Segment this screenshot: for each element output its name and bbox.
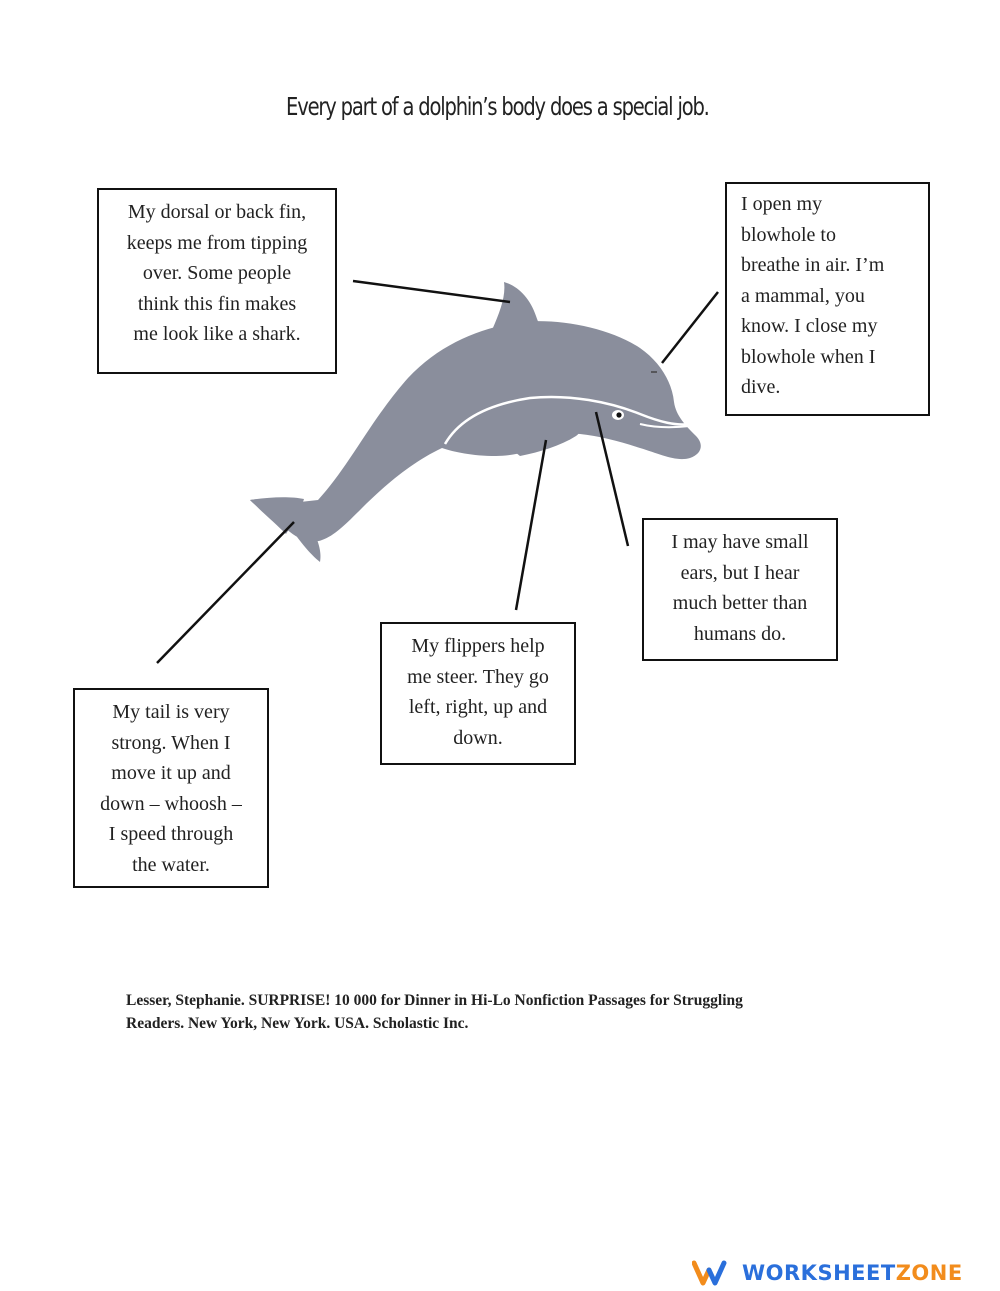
flipper-leader-line bbox=[516, 440, 546, 610]
callout-line: My flippers help bbox=[411, 635, 545, 657]
callout-line: keeps me from tipping bbox=[126, 231, 308, 254]
citation-line-1: Lesser, Stephanie. SURPRISE! 10 000 for Dinner in Hi-Lo Nonfiction Passages for Struggling bbox=[126, 992, 743, 1009]
callout-line: I may have small bbox=[671, 531, 809, 553]
callout-line: I speed through bbox=[108, 823, 234, 845]
callout-line: the water. bbox=[132, 853, 210, 876]
brand-name bbox=[742, 1261, 963, 1285]
callout-line: breathe in air. I’m bbox=[741, 254, 885, 276]
worksheetzone-brand[interactable] bbox=[692, 1258, 963, 1288]
callout-line: blowhole to bbox=[741, 223, 836, 246]
worksheetzone-logo-icon bbox=[692, 1260, 734, 1286]
page-title: Every part of a dolphin’s body does a special job. bbox=[286, 92, 709, 121]
tail-leader-line bbox=[157, 522, 294, 663]
callout-line: left, right, up and bbox=[408, 696, 548, 718]
dolphin-pupil bbox=[616, 412, 621, 417]
blowhole-leader-line bbox=[662, 292, 718, 363]
callout-line: down – whoosh – bbox=[100, 792, 242, 815]
ears-callout bbox=[642, 518, 838, 661]
citation-line-2: Readers. New York, New York. USA. Scholastic Inc. bbox=[126, 1015, 469, 1032]
callout-line: ears, but I hear bbox=[680, 561, 800, 584]
callout-line: I open my bbox=[741, 193, 823, 215]
brand-word-zone: ZONE bbox=[895, 1261, 963, 1285]
dorsal-leader-line bbox=[353, 281, 510, 302]
callout-line: blowhole when I bbox=[741, 345, 876, 368]
citation bbox=[126, 989, 866, 1035]
callout-line: me steer. They go bbox=[407, 665, 549, 688]
callout-line: much better than bbox=[672, 592, 808, 614]
callout-line: know. I close my bbox=[741, 315, 878, 337]
tail-callout bbox=[73, 688, 269, 888]
callout-line: down. bbox=[453, 726, 503, 749]
callout-line: strong. When I bbox=[111, 731, 231, 754]
callout-line: humans do. bbox=[693, 622, 787, 645]
flippers-callout bbox=[380, 622, 576, 765]
callout-line: My dorsal or back fin, bbox=[127, 201, 307, 223]
callout-line: move it up and bbox=[111, 762, 231, 784]
callout-line: me look like a shark. bbox=[133, 323, 301, 345]
brand-word-worksheet: WORKSHEET bbox=[742, 1261, 896, 1285]
callout-line: a mammal, you bbox=[741, 284, 865, 307]
callout-line: think this fin makes bbox=[137, 292, 297, 315]
dorsal-fin-callout bbox=[97, 188, 337, 374]
dolphin-dorsal-fin bbox=[492, 282, 542, 330]
blowhole-callout bbox=[725, 182, 930, 416]
callout-line: over. Some people bbox=[142, 262, 292, 284]
callout-line: My tail is very bbox=[112, 701, 230, 723]
callout-line: dive. bbox=[741, 376, 781, 398]
